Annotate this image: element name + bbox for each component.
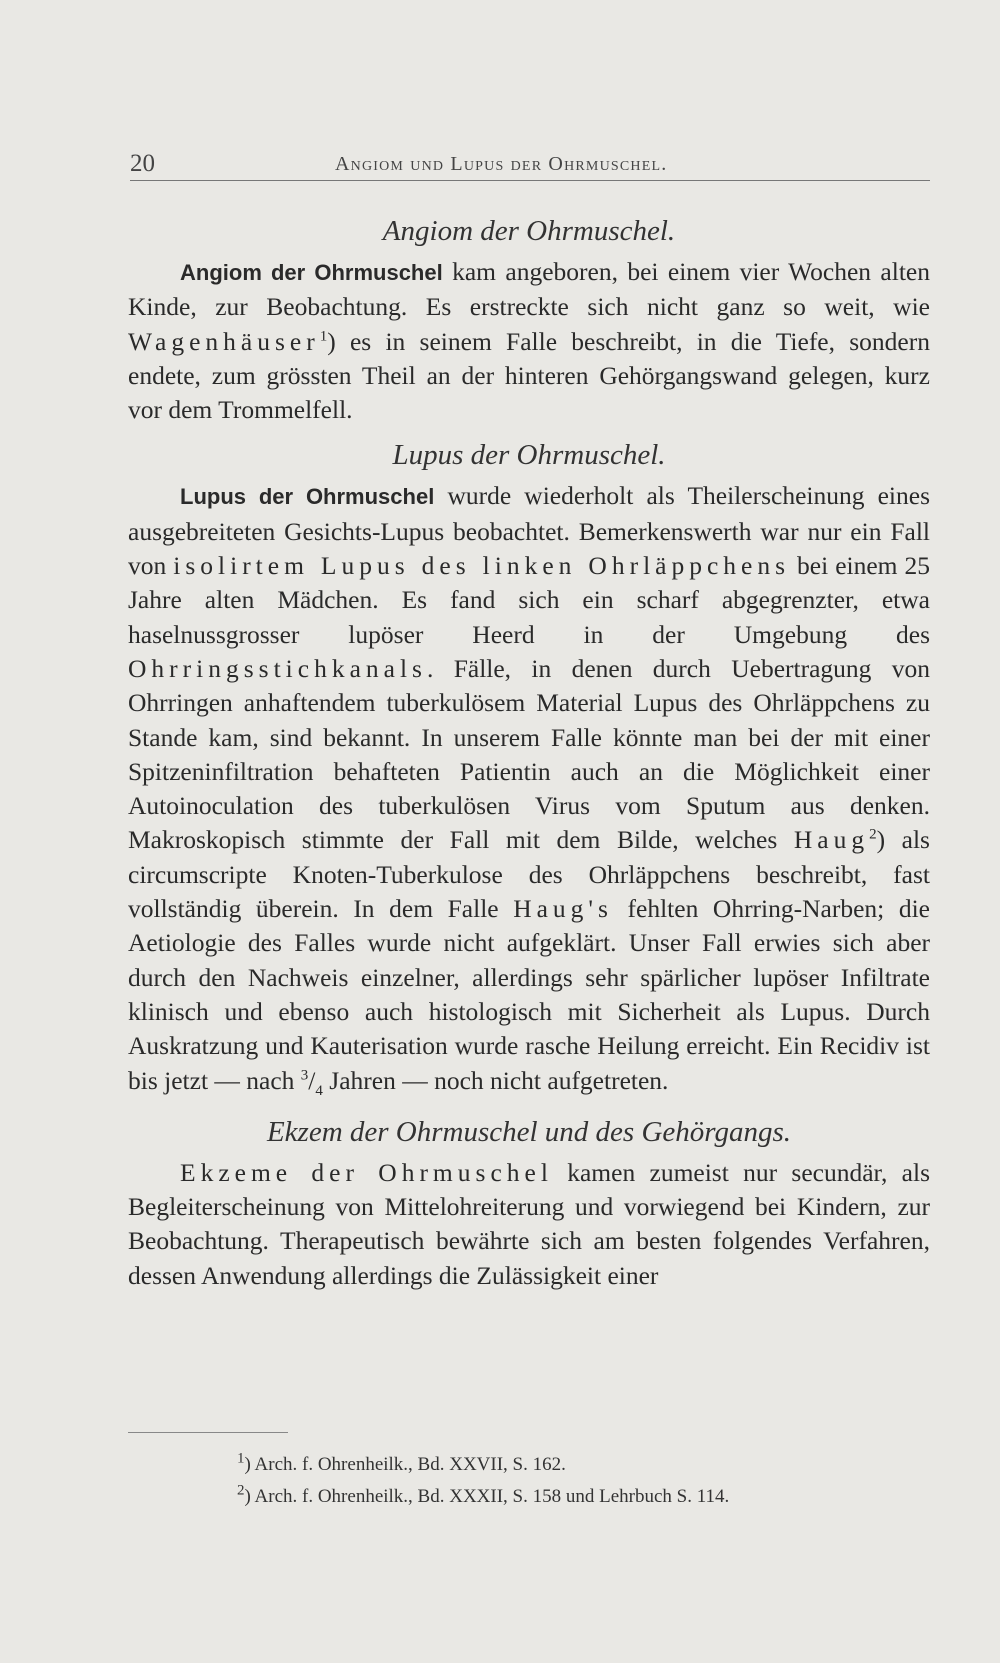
footnote-mark: 1 bbox=[237, 1450, 245, 1467]
footnote-ref: 2 bbox=[869, 826, 877, 843]
footnote-mark: 2 bbox=[237, 1482, 245, 1499]
text-run: ) als circumscripte Knoten-Tuberkulose des Ohrläppchens beschreibt, fast vollständig überein. In dem Falle bbox=[128, 825, 930, 924]
footnote-1 bbox=[185, 1449, 885, 1481]
spaced-emphasis: isolirtem Lupus des linken Ohrläppchens bbox=[173, 551, 791, 581]
fraction-denominator: 4 bbox=[315, 1082, 323, 1099]
text-run: Jahren — noch nicht aufgetreten. bbox=[322, 1065, 669, 1095]
body-text bbox=[128, 205, 930, 1293]
spaced-emphasis: Ekzeme der Ohrmuschel bbox=[180, 1157, 553, 1187]
author-name: Haug's bbox=[513, 894, 613, 924]
text-run: bei einem 25 Jahre alten Mädchen. Es fand sich ein scharf abgegrenzter, etwa haselnussgrosser lupöser Heerd in der Umgebung des bbox=[128, 551, 930, 649]
footnote-text: ) Arch. f. Ohrenheilk., Bd. XXVII, S. 162. bbox=[244, 1454, 566, 1475]
page-number: 20 bbox=[130, 150, 155, 177]
footnote-2 bbox=[185, 1481, 885, 1513]
footnote-rule bbox=[128, 1432, 288, 1433]
section-title-angiom: Angiom der Ohrmuschel. bbox=[382, 215, 676, 247]
footnote-ref: 1 bbox=[319, 328, 328, 345]
paragraph-lupus: Lupus der Ohrmuschel wurde wiederholt als Theilerscheinung eines ausgebreiteten Gesichts-Lupus beobachtet. Bemerkenswerth war nur ein Fall von isolirtem Lupus des linken Ohrläppchens bei einem 25 Jahre alten Mädchen. Es fand sich ein scharf abgegrenzter, etwa haselnussgrosser lupöser Heerd in der Umgebung des Ohrringsstichkanals. Fälle, in denen durch Uebertragung von Ohrringen anhaftendem tuberkulösem Material Lupus des Ohrläppchens zu Stande kam, sind bekannt. In unserem Falle könnte man bei der mit einer Spitzeninfiltration behafteten Patientin auch an die Möglichkeit einer Autoinoculation des tuberkulösen Virus vom Sputum aus denken. Makroskopisch stimmte der Fall mit dem Bilde, welches Haug$^2$) als circumscripte Knoten-Tuberkulose des Ohrläppchens beschreibt, fast vollständig überein. In dem Falle Haug's fehlten Ohrring-Narben; die Aetiologie des Falles wurde nicht aufgeklärt. Unser Fall erwies sich aber durch den Nachweis einzelner, allerdings sehr spärlicher lupöser Infiltrate klinisch und ebenso auch histologisch mit Sicherheit als Lupus. Durch Auskratzung und Kauterisation wurde rasche Heilung erreicht. Ein Recidiv ist bis jetzt — nach $^3/_4$ Jahren — noch nicht aufgetreten. bbox=[128, 481, 930, 1099]
fraction-numerator: 3 bbox=[300, 1067, 309, 1084]
text-run: . Fälle, in denen durch Uebertragung von Ohrringen anhaftendem tuberkulösem Material Lupus des Ohrläppchens zu Stande kam, sind bekannt. In unserem Falle könnte man bei der mit einer Spitzeninfiltration behafteten Patientin auch an die Möglichkeit einer Autoinoculation des tuberkulösen Virus vom Sputum aus denken. Makroskopisch stimmte der Fall mit dem Bilde, welches bbox=[128, 653, 930, 855]
text-run: wurde wiederholt als Theilerscheinung eines ausgebreiteten Gesichts-Lupus beobachtet. Bemerkenswerth war nur ein Fall von bbox=[128, 481, 930, 581]
spaced-emphasis: Ohrringsstichkanals bbox=[128, 653, 427, 683]
paragraph-angiom bbox=[128, 255, 930, 427]
footnotes bbox=[185, 1449, 885, 1513]
author-name: Wagenhäuser bbox=[128, 326, 320, 356]
header-rule bbox=[130, 180, 930, 181]
text-run: fehlten Ohrring-Narben; die Aetiologie des Falles wurde nicht aufgeklärt. Unser Fall erwies sich aber durch den Nachweis einzelner, allerdings sehr spärlicher lupöser Infiltrate klinisch und ebenso auch histologisch mit Sicherheit als Lupus. Durch Auskratzung und Kauterisation wurde rasche Heilung erreicht. Ein Recidiv ist bis jetzt — nach bbox=[128, 894, 930, 1095]
lead-term: Angiom der Ohrmuschel bbox=[180, 260, 443, 285]
text-run: kamen zumeist nur secundär, als Begleiterscheinung von Mittelohreiterung und vorwiegend bei Kindern, zur Beobachtung. Therapeutisch bewährte sich am besten folgendes Verfahren, dessen Anwendung allerdings die Zulässigkeit einer bbox=[128, 1157, 931, 1290]
section-title-ekzem: Ekzem der Ohrmuschel und des Gehörgangs. bbox=[266, 1115, 792, 1148]
author-name: Haug bbox=[793, 825, 870, 855]
text-run: ) es in seinem Falle beschreibt, in die Tiefe, sondern endete, zum grössten Theil an der hinteren Gehörgangswand gelegen, kurz vor dem Trommelfell. bbox=[128, 326, 930, 425]
footnote-text: ) Arch. f. Ohrenheilk., Bd. XXXII, S. 158 und Lehrbuch S. 114. bbox=[244, 1486, 730, 1507]
lead-term: Lupus der Ohrmuschel bbox=[180, 484, 435, 510]
paragraph-ekzem bbox=[128, 1156, 930, 1293]
text-run: kam angeboren, bei einem vier Wochen alten Kinde, zur Beobachtung. Es erstreckte sich nicht ganz so weit, wie bbox=[128, 257, 930, 322]
section-title-lupus: Lupus der Ohrmuschel. bbox=[392, 439, 666, 472]
running-title: Angiom und Lupus der Ohrmuschel. bbox=[335, 153, 668, 175]
